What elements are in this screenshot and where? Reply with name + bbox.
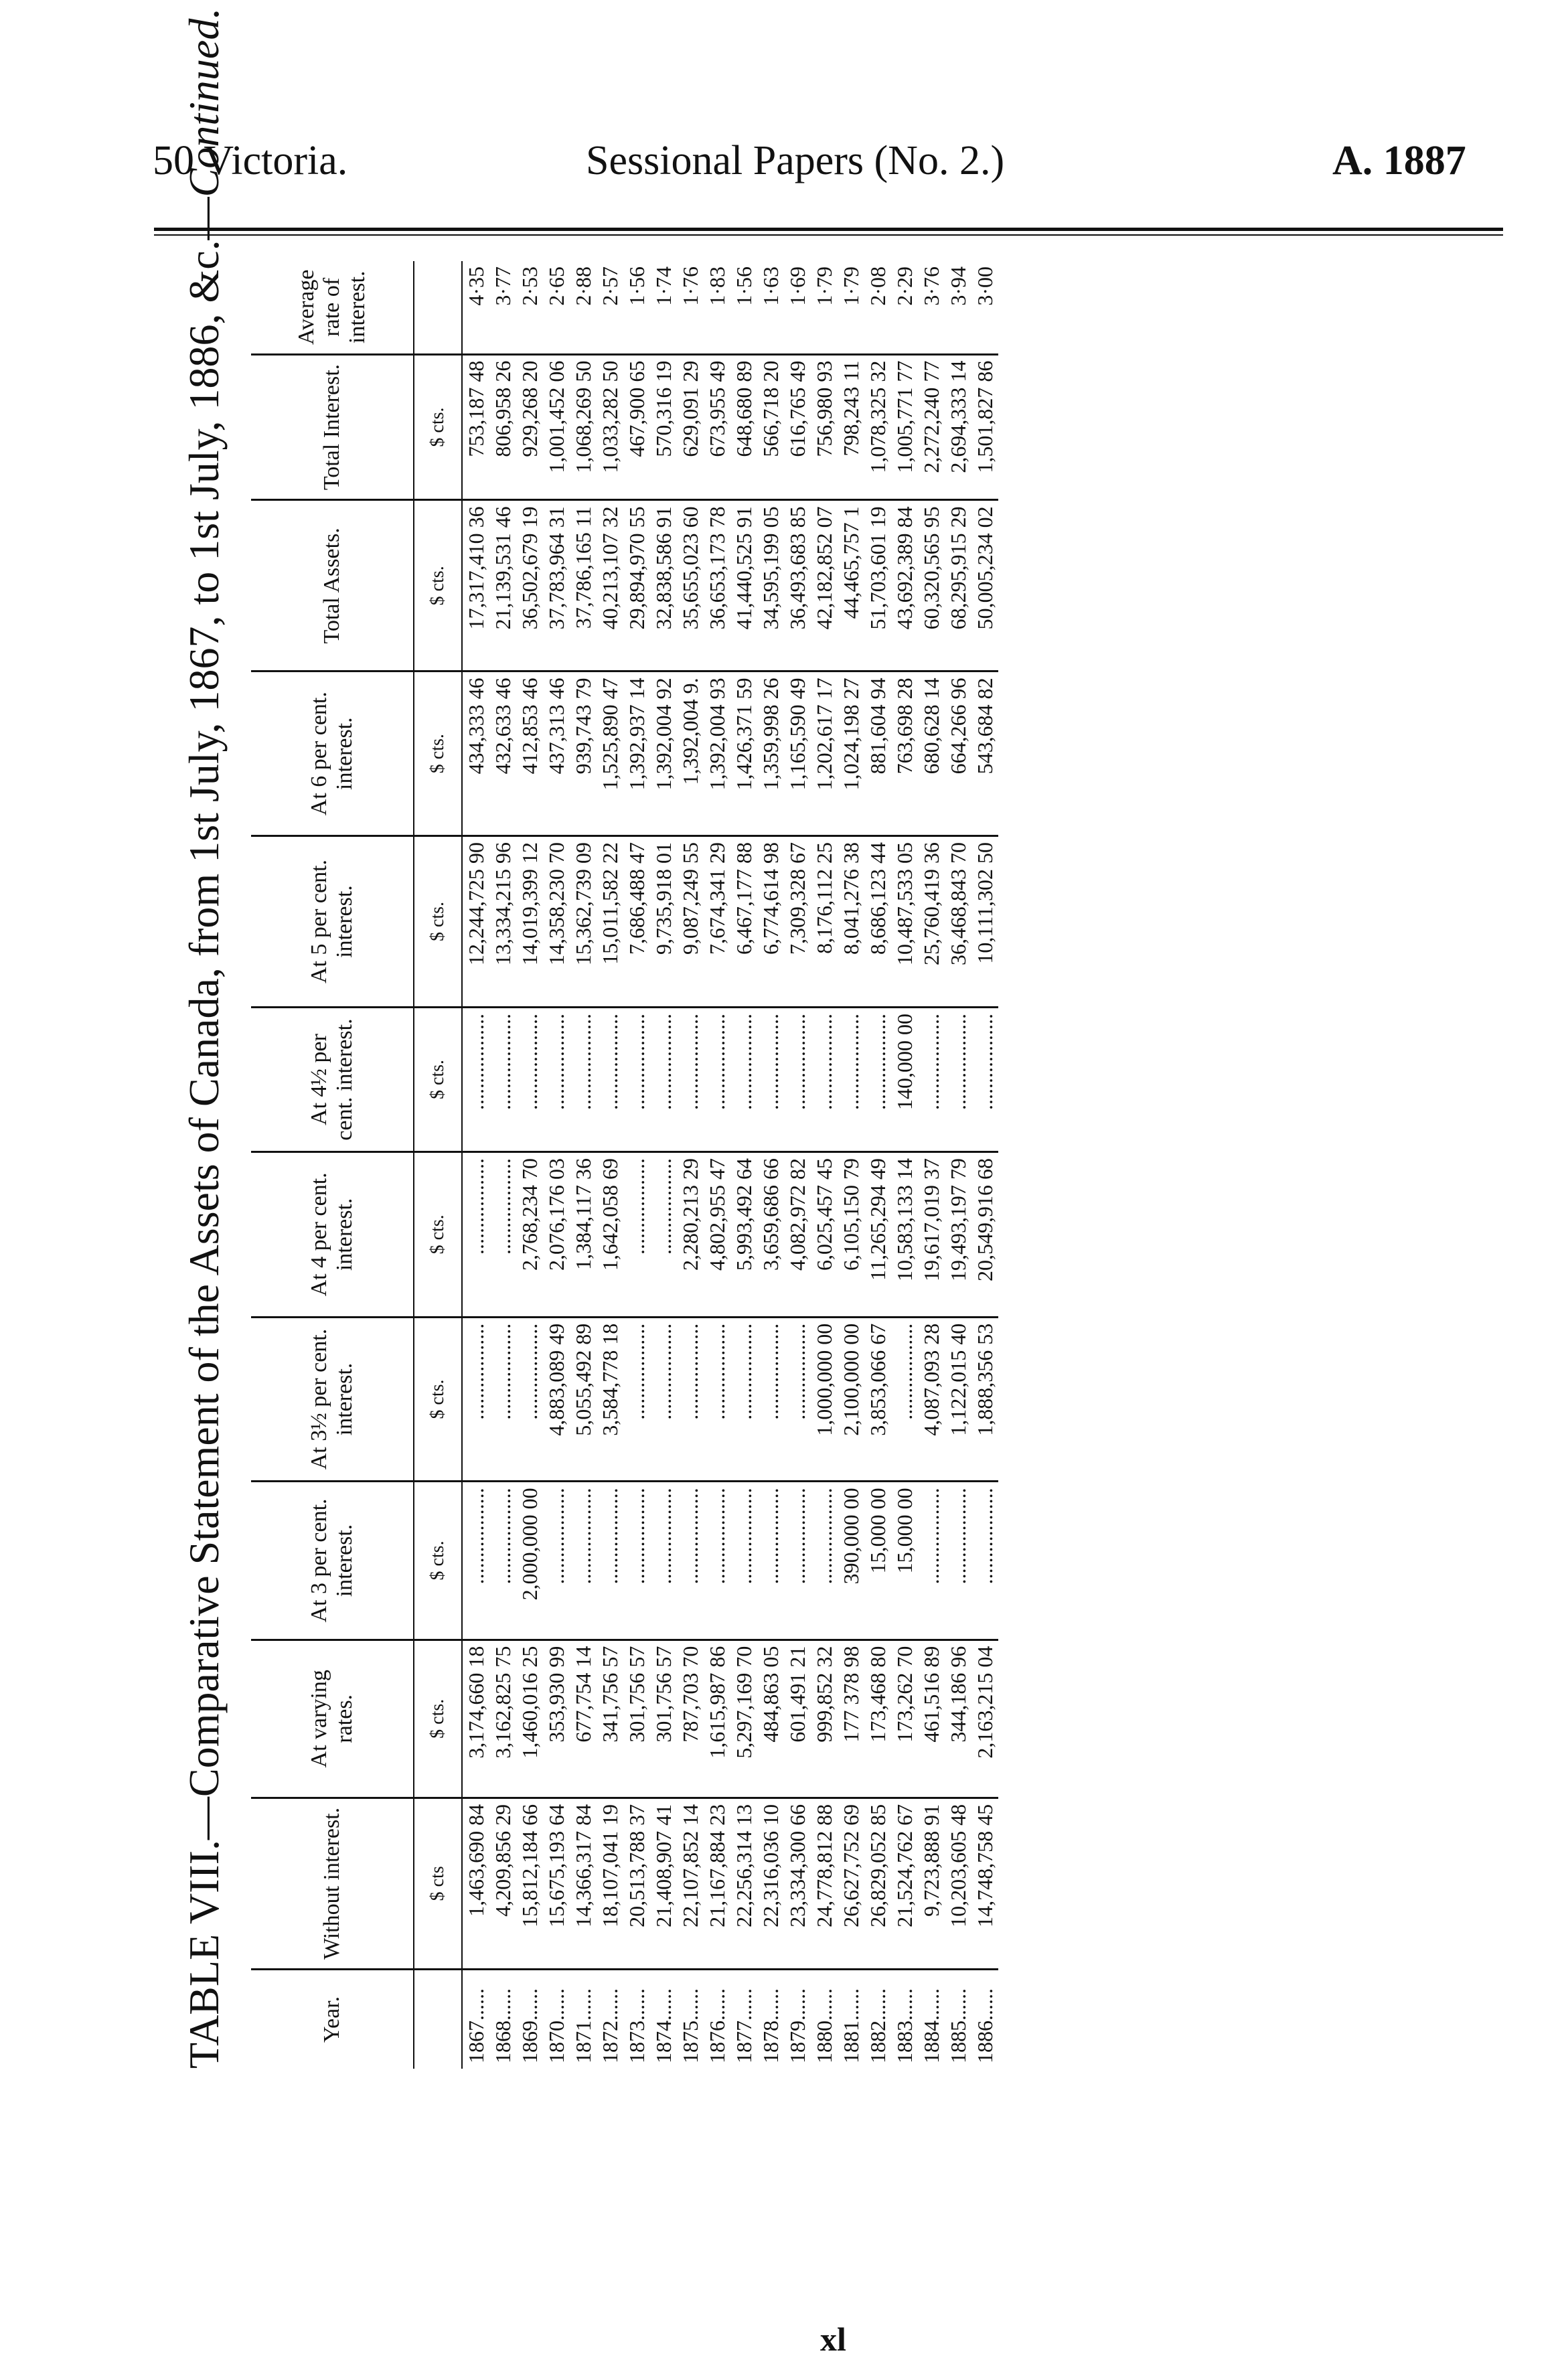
value-cell: 173,468 80 [864,1640,891,1798]
value-cell: .................. [623,1317,650,1482]
value-cell: 484,863 05 [757,1640,784,1798]
value-cell: 680,628 14 [918,671,945,836]
value-cell: .................. [811,1482,838,1640]
value-cell: 341,756 57 [597,1640,623,1798]
value-cell: .................. [757,1317,784,1482]
value-cell: 32,838,586 91 [650,500,677,671]
year-cell: 1871...... [571,1988,595,2063]
table-row [570,261,597,2069]
value-cell: 3,174,660 18 [462,1640,489,1798]
value-cell: 3,659,686 66 [757,1152,784,1318]
value-cell: 7,686,488 47 [623,836,650,1007]
value-cell: 44,465,757 1 [838,500,864,671]
value-cell: .................. [918,1482,945,1640]
value-cell: 1,001,452 06 [543,354,570,500]
value-cell: .................. [784,1007,811,1152]
value-cell: 1·79 [838,261,864,354]
value-cell: 753,187 48 [462,354,489,500]
value-cell: 467,900 65 [623,354,650,500]
value-cell: 664,266 96 [945,671,971,836]
value-cell: 15,011,582 22 [597,836,623,1007]
unit-label: $ cts. [414,1482,462,1640]
value-cell: 68,295,915 29 [945,500,971,671]
year-cell: 1883...... [892,1988,917,2063]
value-cell: 8,176,112 25 [811,836,838,1007]
value-cell: 301,756 57 [650,1640,677,1798]
value-cell: .................. [489,1317,516,1482]
table-title [164,7,244,2069]
value-cell: 2·53 [516,261,543,354]
value-cell: .................. [704,1007,730,1152]
column-header: At 3 per cent. interest. [251,1482,414,1640]
value-cell: 677,754 14 [570,1640,597,1798]
value-cell: 301,756 57 [623,1640,650,1798]
year-cell: 1867...... [464,1988,488,2063]
value-cell: .................. [945,1482,971,1640]
value-cell: 1,384,117 36 [570,1152,597,1318]
table-row [677,261,704,2069]
value-cell: 42,182,852 07 [811,500,838,671]
value-cell: 1,460,016 25 [516,1640,543,1798]
table-row [971,261,998,2069]
value-cell: .................. [489,1007,516,1152]
value-cell: 2,163,215 04 [971,1640,998,1798]
value-cell: 1,642,058 69 [597,1152,623,1318]
value-cell: 3,584,778 18 [597,1317,623,1482]
value-cell: .................. [650,1317,677,1482]
value-cell: 21,139,531 46 [489,500,516,671]
table-row [730,261,757,2069]
year-cell: 1878...... [759,1988,783,2063]
value-cell: .................. [597,1007,623,1152]
value-cell: 601,491 21 [784,1640,811,1798]
value-cell: 929,268 20 [516,354,543,500]
value-cell: 4·35 [462,261,489,354]
value-cell: 14,358,230 70 [543,836,570,1007]
value-cell: 25,760,419 36 [918,836,945,1007]
value-cell: 881,604 94 [864,671,891,836]
value-cell: 22,107,852 14 [677,1798,704,1969]
value-cell: 9,087,249 55 [677,836,704,1007]
unit-label: $ cts. [414,671,462,836]
value-cell: .................. [757,1007,784,1152]
unit-label: $ cts. [414,500,462,671]
page-number: xl [820,2320,846,2358]
unit-label: $ cts. [414,1640,462,1798]
value-cell: 1,078,325 32 [864,354,891,500]
value-cell: 1·83 [704,261,730,354]
year-cell: 1873...... [625,1988,649,2063]
value-cell: .................. [516,1317,543,1482]
value-cell: 1,068,269 50 [570,354,597,500]
value-cell: 8,686,123 44 [864,836,891,1007]
value-cell: .................. [730,1317,757,1482]
value-cell: 1,122,015 40 [945,1317,971,1482]
value-cell: .................. [516,1007,543,1152]
value-cell: 37,783,964 31 [543,500,570,671]
value-cell: 1,426,371 59 [730,671,757,836]
value-cell: 18,107,041 19 [597,1798,623,1969]
year-cell: 1882...... [866,1988,890,2063]
value-cell: 412,853 46 [516,671,543,836]
table-row [945,261,971,2069]
value-cell: 4,883,089 49 [543,1317,570,1482]
value-cell: .................. [757,1482,784,1640]
value-cell: .................. [462,1007,489,1152]
value-cell: 2·29 [891,261,918,354]
value-cell: 3·94 [945,261,971,354]
value-cell: 51,703,601 19 [864,500,891,671]
value-cell: 36,653,173 78 [704,500,730,671]
value-cell: 36,468,843 70 [945,836,971,1007]
value-cell: .................. [704,1482,730,1640]
table-row [811,261,838,2069]
value-cell: 566,718 20 [757,354,784,500]
value-cell: .................. [730,1007,757,1152]
table-units-row [414,261,462,2069]
value-cell: 353,930 99 [543,1640,570,1798]
value-cell: .................. [677,1317,704,1482]
value-cell: 22,316,036 10 [757,1798,784,1969]
value-cell: 24,778,812 88 [811,1798,838,1969]
value-cell: 432,633 46 [489,671,516,836]
table-row [891,261,918,2069]
column-header: Total Assets. [251,500,414,671]
value-cell: 1,615,987 86 [704,1640,730,1798]
value-cell: 14,019,399 12 [516,836,543,1007]
value-cell: 41,440,525 91 [730,500,757,671]
table-row [757,261,784,2069]
value-cell: 21,167,884 23 [704,1798,730,1969]
value-cell: .................. [891,1317,918,1482]
value-cell: 37,786,165 11 [570,500,597,671]
unit-label: $ cts [414,1798,462,1969]
value-cell: .................. [918,1007,945,1152]
value-cell: 390,000 00 [838,1482,864,1640]
value-cell: 437,313 46 [543,671,570,836]
value-cell: 2·57 [597,261,623,354]
table-row [623,261,650,2069]
year-cell: 1869...... [518,1988,542,2063]
value-cell: 17,317,410 36 [462,500,489,671]
value-cell: 1·74 [650,261,677,354]
value-cell: .................. [462,1482,489,1640]
value-cell: 20,549,916 68 [971,1152,998,1318]
value-cell: 1,888,356 53 [971,1317,998,1482]
value-cell: .................. [864,1007,891,1152]
table-header-row [251,261,414,2069]
value-cell: 3·77 [489,261,516,354]
value-cell: .................. [677,1007,704,1152]
running-head-center: Sessional Papers (No. 2.) [586,138,1005,183]
value-cell: 22,256,314 13 [730,1798,757,1969]
value-cell: 36,502,679 19 [516,500,543,671]
value-cell: 1·56 [623,261,650,354]
value-cell: 1,359,998 26 [757,671,784,836]
value-cell: 19,493,197 79 [945,1152,971,1318]
value-cell: 3,853,066 67 [864,1317,891,1482]
value-cell: .................. [623,1152,650,1318]
value-cell: 2,272,240 77 [918,354,945,500]
value-cell: 20,513,788 37 [623,1798,650,1969]
value-cell: 1,005,771 77 [891,354,918,500]
value-cell: 13,334,215 96 [489,836,516,1007]
value-cell: 15,000 00 [864,1482,891,1640]
value-cell: 1,000,000 00 [811,1317,838,1482]
value-cell: 1,165,590 49 [784,671,811,836]
value-cell: 5,297,169 70 [730,1640,757,1798]
assets-table [251,261,998,2069]
table-row [838,261,864,2069]
value-cell: 10,487,533 05 [891,836,918,1007]
year-cell: 1870...... [544,1988,568,2063]
year-cell: 1884...... [919,1988,943,2063]
value-cell: 9,723,888 91 [918,1798,945,1969]
unit-label [414,261,462,354]
column-header: At 4 per cent. interest. [251,1152,414,1318]
value-cell: .................. [650,1152,677,1318]
value-cell: .................. [650,1482,677,1640]
value-cell: .................. [650,1007,677,1152]
value-cell: 29,894,970 55 [623,500,650,671]
column-header: Total Interest. [251,354,414,500]
value-cell: 10,111,302 50 [971,836,998,1007]
value-cell: 1,392,937 14 [623,671,650,836]
value-cell: 43,692,389 84 [891,500,918,671]
value-cell: 12,244,725 90 [462,836,489,1007]
value-cell: 2,000,000 00 [516,1482,543,1640]
year-cell: 1886...... [973,1988,997,2063]
column-header: Without interest. [251,1798,414,1969]
value-cell: 543,684 82 [971,671,998,836]
value-cell: 6,467,177 88 [730,836,757,1007]
value-cell: 14,748,758 45 [971,1798,998,1969]
value-cell: .................. [623,1482,650,1640]
table-title-main: TABLE VIII.—Comparative Statement of the Assets of Canada, from 1st July, 1867, to 1st July, 1886, &c.— [180,197,228,2069]
value-cell: 4,802,955 47 [704,1152,730,1318]
value-cell: 7,309,328 67 [784,836,811,1007]
value-cell: 6,105,150 79 [838,1152,864,1318]
value-cell: 939,743 79 [570,671,597,836]
year-cell: 1872...... [598,1988,622,2063]
value-cell: 3,162,825 75 [489,1640,516,1798]
value-cell: 434,333 46 [462,671,489,836]
unit-label [414,1969,462,2069]
column-header: Average rate of interest. [251,261,414,354]
running-head-left: 50 Victoria. [153,138,348,183]
year-cell: 1868...... [491,1988,515,2063]
value-cell: 34,595,199 05 [757,500,784,671]
value-cell: 15,000 00 [891,1482,918,1640]
year-cell: 1875...... [678,1988,702,2063]
table-row [784,261,811,2069]
value-cell: 4,087,093 28 [918,1317,945,1482]
value-cell: 21,524,762 67 [891,1798,918,1969]
value-cell: .................. [971,1007,998,1152]
value-cell: 5,055,492 89 [570,1317,597,1482]
value-cell: 40,213,107 32 [597,500,623,671]
year-cell: 1877...... [732,1988,756,2063]
value-cell: .................. [597,1482,623,1640]
value-cell: 1·79 [811,261,838,354]
value-cell: 461,516 89 [918,1640,945,1798]
value-cell: 4,209,856 29 [489,1798,516,1969]
column-header: At 6 per cent. interest. [251,671,414,836]
value-cell: 673,955 49 [704,354,730,500]
value-cell: 50,005,234 02 [971,500,998,671]
value-cell: .................. [784,1482,811,1640]
value-cell: 2·65 [543,261,570,354]
value-cell: 1·76 [677,261,704,354]
value-cell: .................. [838,1007,864,1152]
year-cell: 1880...... [812,1988,836,2063]
value-cell: 344,186 96 [945,1640,971,1798]
running-head-right: A. 1887 [1332,138,1466,183]
unit-label: $ cts. [414,354,462,500]
value-cell: .................. [730,1482,757,1640]
value-cell: 2,280,213 29 [677,1152,704,1318]
column-header: At 3½ per cent. interest. [251,1317,414,1482]
column-header: At varying rates. [251,1640,414,1798]
table-row [864,261,891,2069]
value-cell: 2,100,000 00 [838,1317,864,1482]
value-cell: 15,362,739 09 [570,836,597,1007]
value-cell: 1,202,617 17 [811,671,838,836]
unit-label: $ cts. [414,836,462,1007]
value-cell: 7,674,341 29 [704,836,730,1007]
value-cell: 14,366,317 84 [570,1798,597,1969]
value-cell: 1,501,827 86 [971,354,998,500]
unit-label: $ cts. [414,1317,462,1482]
year-cell: 1879...... [785,1988,809,2063]
value-cell: .................. [489,1482,516,1640]
value-cell: .................. [945,1007,971,1152]
value-cell: .................. [623,1007,650,1152]
value-cell: 177 378 98 [838,1640,864,1798]
table-row [462,261,489,2069]
column-header: At 5 per cent. interest. [251,836,414,1007]
value-cell: .................. [971,1482,998,1640]
value-cell: 60,320,565 95 [918,500,945,671]
value-cell: 648,680 89 [730,354,757,500]
value-cell: 2·08 [864,261,891,354]
value-cell: .................. [543,1482,570,1640]
value-cell: .................. [462,1152,489,1318]
unit-label: $ cts. [414,1007,462,1152]
value-cell: 26,627,752 69 [838,1798,864,1969]
value-cell: 798,243 11 [838,354,864,500]
value-cell: 10,203,605 48 [945,1798,971,1969]
value-cell: .................. [543,1007,570,1152]
value-cell: 806,958 26 [489,354,516,500]
value-cell: 3·76 [918,261,945,354]
value-cell: .................. [570,1007,597,1152]
value-cell: 1,525,890 47 [597,671,623,836]
table-row [597,261,623,2069]
table-row [489,261,516,2069]
value-cell: .................. [462,1317,489,1482]
column-header: At 4½ per cent. interest. [251,1007,414,1152]
value-cell: 2,768,234 70 [516,1152,543,1318]
value-cell: 1,033,282 50 [597,354,623,500]
value-cell: 10,583,133 14 [891,1152,918,1318]
value-cell: 2,694,333 14 [945,354,971,500]
value-cell: 8,041,276 38 [838,836,864,1007]
value-cell: 756,980 93 [811,354,838,500]
year-cell: 1876...... [705,1988,729,2063]
value-cell: .................. [489,1152,516,1318]
table-row [516,261,543,2069]
value-cell: 1,392,004 93 [704,671,730,836]
value-cell: 763,698 28 [891,671,918,836]
value-cell: 36,493,683 85 [784,500,811,671]
value-cell: 23,334,300 66 [784,1798,811,1969]
value-cell: 1,463,690 84 [462,1798,489,1969]
table-row [543,261,570,2069]
value-cell: 140,000 00 [891,1007,918,1152]
table-row [704,261,730,2069]
value-cell: 9,735,918 01 [650,836,677,1007]
value-cell: 1·69 [784,261,811,354]
value-cell: 6,025,457 45 [811,1152,838,1318]
value-cell: 11,265,294 49 [864,1152,891,1318]
value-cell: 6,774,614 98 [757,836,784,1007]
value-cell: 21,408,907 41 [650,1798,677,1969]
table-row [650,261,677,2069]
value-cell: 616,765 49 [784,354,811,500]
header-rule-thin [154,234,1503,236]
value-cell: 173,262 70 [891,1640,918,1798]
value-cell: .................. [704,1317,730,1482]
value-cell: 26,829,052 85 [864,1798,891,1969]
value-cell: 570,316 19 [650,354,677,500]
value-cell: 15,812,184 66 [516,1798,543,1969]
value-cell: 1·63 [757,261,784,354]
table-row [918,261,945,2069]
value-cell: 19,617,019 37 [918,1152,945,1318]
value-cell: 787,703 70 [677,1640,704,1798]
year-cell: 1874...... [651,1988,676,2063]
value-cell: .................. [677,1482,704,1640]
value-cell: 35,655,023 60 [677,500,704,671]
year-cell: 1881...... [839,1988,863,2063]
value-cell: 2·88 [570,261,597,354]
table-body [462,261,998,2069]
value-cell: 15,675,193 64 [543,1798,570,1969]
value-cell: .................. [811,1007,838,1152]
value-cell: 4,082,972 82 [784,1152,811,1318]
unit-label: $ cts. [414,1152,462,1318]
value-cell: 1·56 [730,261,757,354]
value-cell: 1,392,004 9. [677,671,704,836]
value-cell: .................. [784,1317,811,1482]
value-cell: 629,091 29 [677,354,704,500]
column-header: Year. [251,1969,414,2069]
value-cell: 1,392,004 92 [650,671,677,836]
value-cell: 1,024,198 27 [838,671,864,836]
table-title-continued: Continued. [180,7,228,197]
value-cell: 5,993,492 64 [730,1152,757,1318]
value-cell: 2,076,176 03 [543,1152,570,1318]
value-cell: 999,852 32 [811,1640,838,1798]
year-cell: 1885...... [946,1988,970,2063]
value-cell: 3·00 [971,261,998,354]
header-rule [154,228,1503,231]
value-cell: .................. [570,1482,597,1640]
